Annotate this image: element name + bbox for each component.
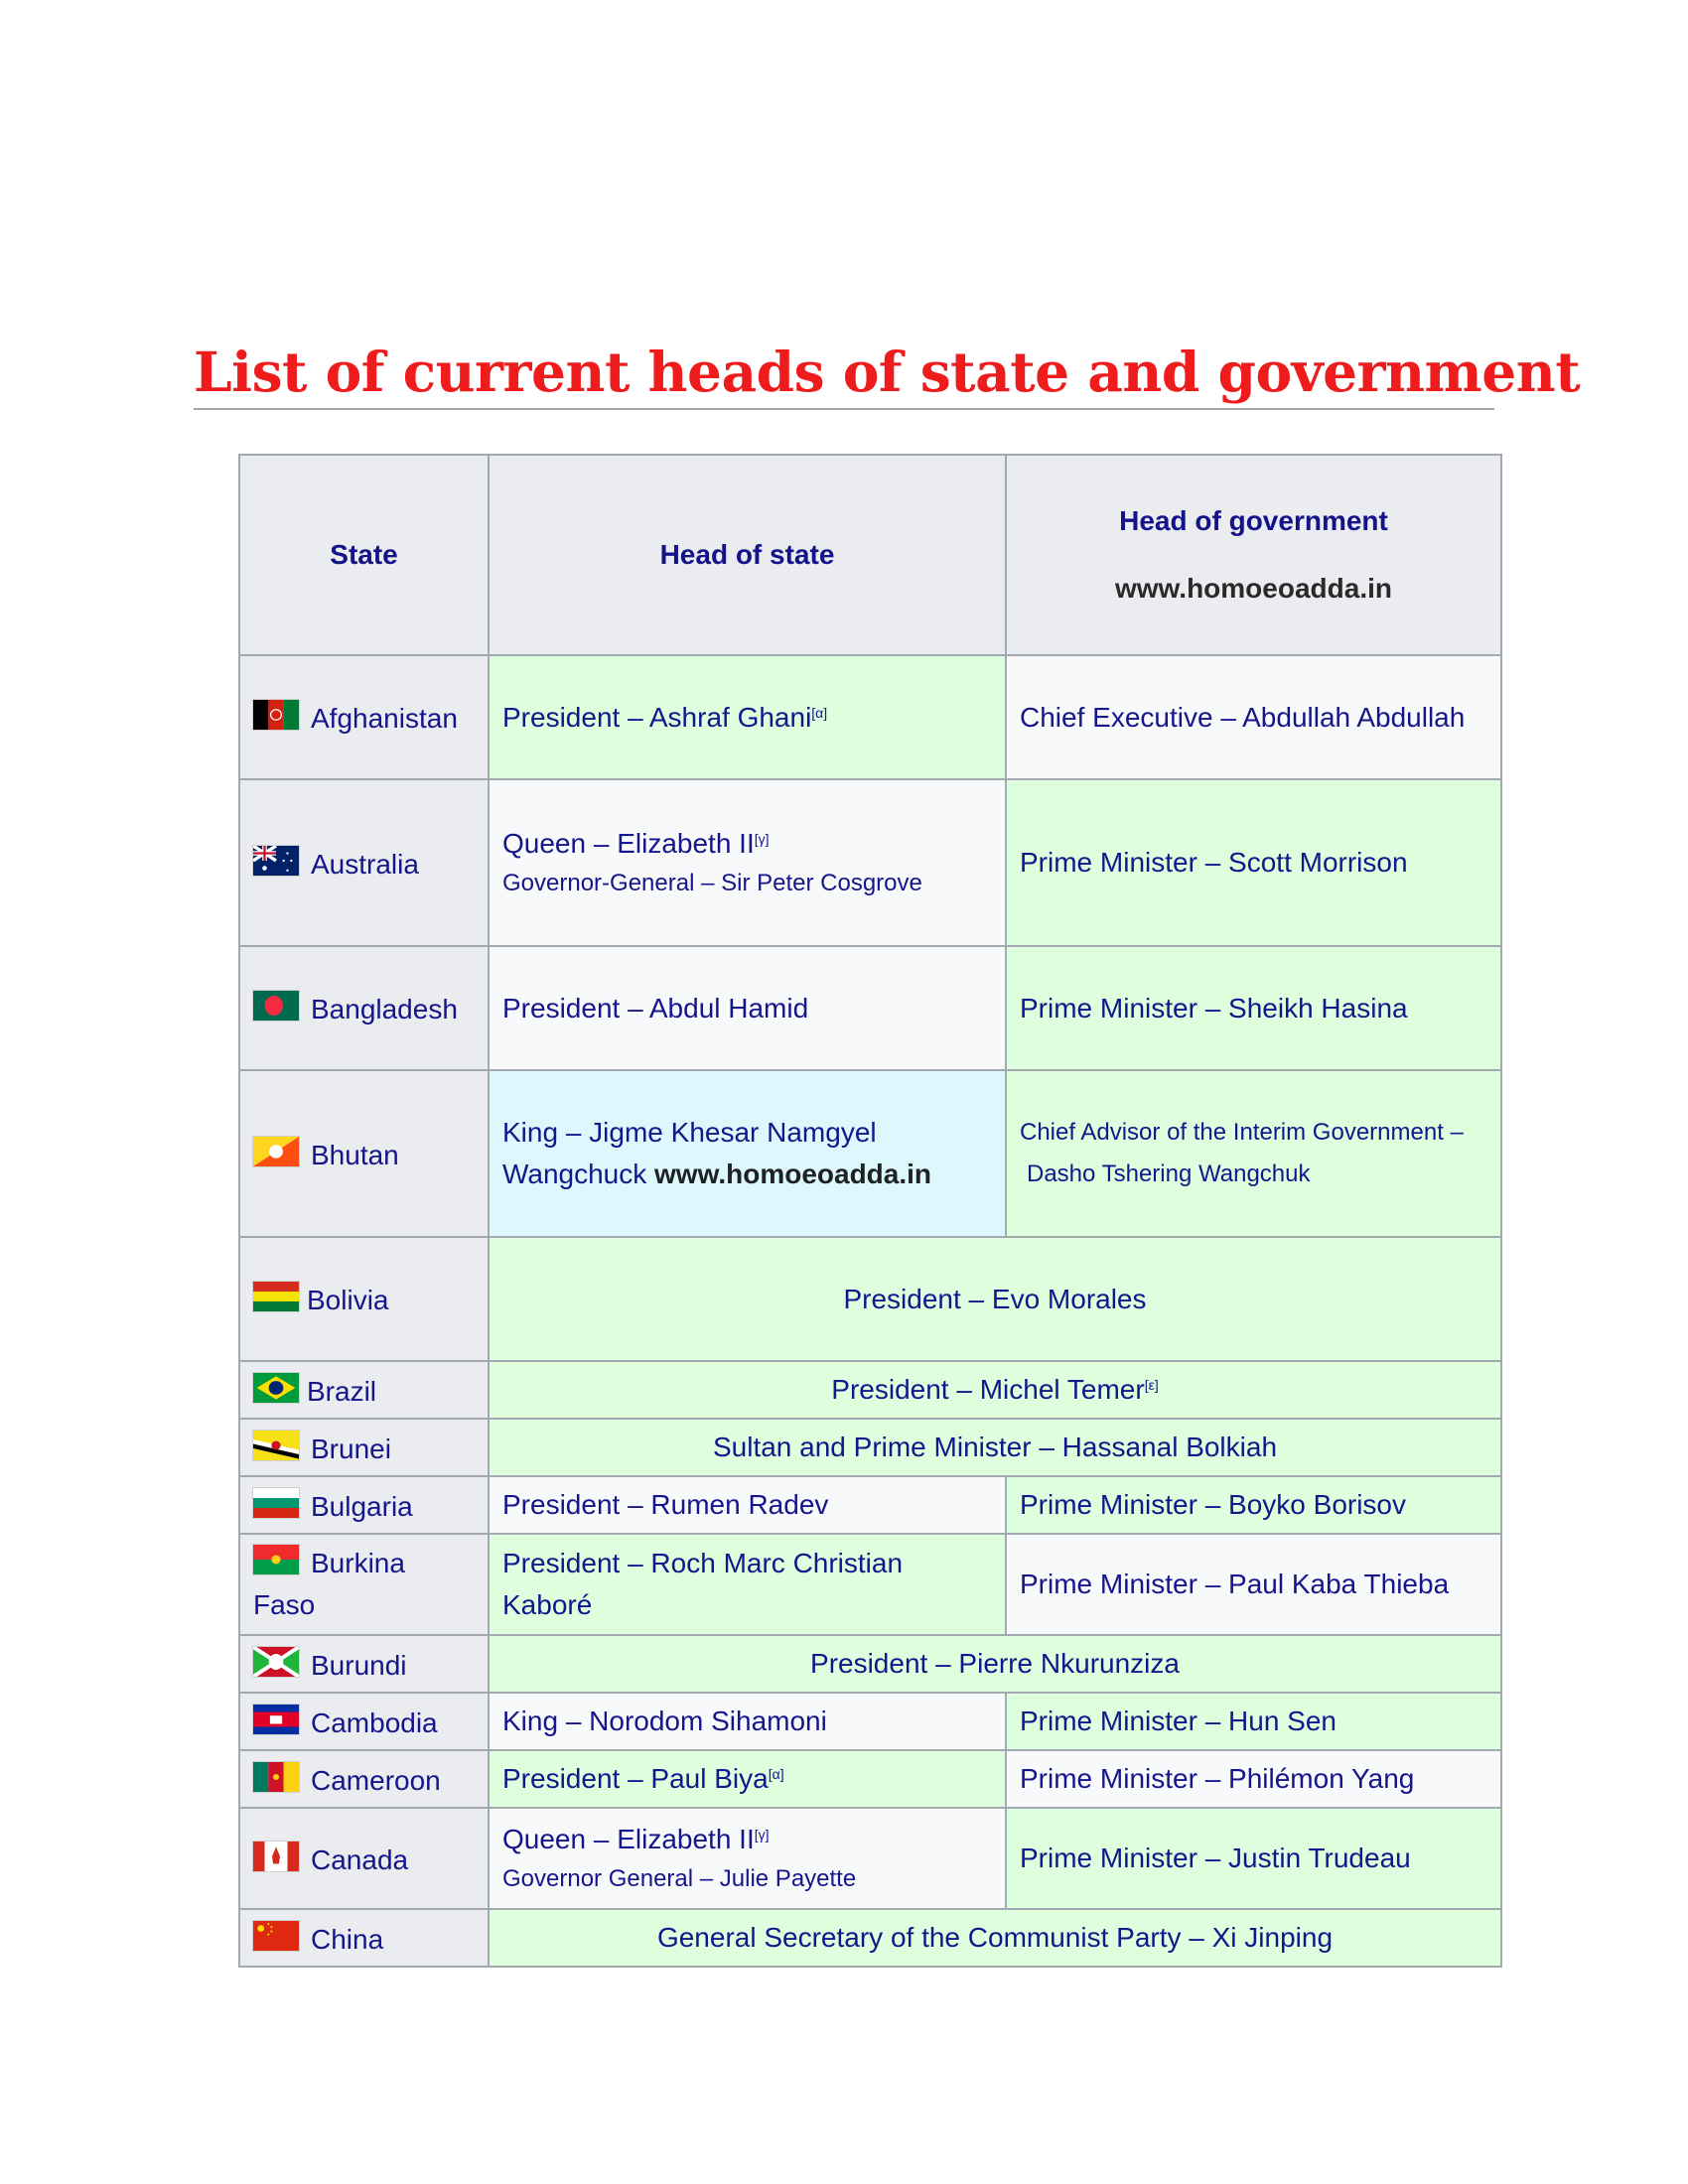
footnote-ref[interactable]: [α] bbox=[811, 704, 828, 721]
head-of-state-text: King – Norodom Sihamoni bbox=[502, 1706, 827, 1736]
flag-bhutan-icon bbox=[253, 1137, 299, 1166]
combined-head-cell[interactable] bbox=[489, 1909, 1501, 1967]
table-row bbox=[239, 1237, 1501, 1361]
head-of-state-cell[interactable] bbox=[489, 1070, 1006, 1237]
head-of-government-text: Prime Minister – Paul Kaba Thieba bbox=[1020, 1569, 1450, 1599]
head-of-government-text: Prime Minister – Scott Morrison bbox=[1020, 847, 1408, 878]
state-name: Burundi bbox=[311, 1649, 407, 1681]
state-cell[interactable] bbox=[239, 1237, 489, 1361]
state-name: Bulgaria bbox=[311, 1490, 413, 1522]
head-of-government-text: Prime Minister – Sheikh Hasina bbox=[1020, 992, 1408, 1024]
head-of-government-cell[interactable] bbox=[1006, 1693, 1501, 1750]
table-row bbox=[239, 1534, 1501, 1635]
flag-bolivia-icon bbox=[253, 1282, 299, 1311]
head-of-government-text: Chief Advisor of the Interim Government – bbox=[1020, 1119, 1464, 1146]
flag-afghanistan-icon bbox=[253, 700, 299, 730]
head-of-government-text: Prime Minister – Boyko Borisov bbox=[1020, 1489, 1407, 1520]
page-title: List of current heads of state and government bbox=[194, 340, 1581, 404]
head-of-government-text: Prime Minister – Justin Trudeau bbox=[1020, 1843, 1411, 1873]
head-of-government-text: Prime Minister – Hun Sen bbox=[1020, 1706, 1337, 1736]
state-cell[interactable] bbox=[239, 1750, 489, 1808]
title-divider bbox=[194, 408, 1494, 410]
head-of-government-cell[interactable] bbox=[1006, 1750, 1501, 1808]
website-text: www.homoeoadda.in bbox=[654, 1159, 932, 1189]
header-state: State bbox=[239, 455, 489, 655]
head-of-state-cell[interactable] bbox=[489, 946, 1006, 1070]
state-cell[interactable] bbox=[239, 779, 489, 946]
header-head-of-government bbox=[1006, 455, 1501, 655]
head-of-state-text: King – Jigme Khesar Namgyel Wangchuck bbox=[502, 1117, 877, 1189]
head-of-government-cell[interactable] bbox=[1006, 1070, 1501, 1237]
state-name: Afghanistan bbox=[311, 703, 458, 734]
state-name: Bangladesh bbox=[311, 994, 458, 1024]
footnote-ref[interactable]: [γ] bbox=[754, 831, 770, 847]
table-row bbox=[239, 1808, 1501, 1909]
state-cell[interactable] bbox=[239, 1419, 489, 1476]
head-of-state-cell[interactable] bbox=[489, 1750, 1006, 1808]
head-of-state-text: President – Rumen Radev bbox=[502, 1489, 829, 1520]
header-head-of-government-label: Head of government bbox=[1119, 505, 1388, 536]
governor-general-text: Governor-General – Sir Peter Cosgrove bbox=[502, 870, 922, 896]
state-name: Canada bbox=[311, 1843, 409, 1875]
head-of-government-text: Prime Minister – Philémon Yang bbox=[1020, 1763, 1415, 1794]
state-name: Australia bbox=[311, 848, 419, 880]
combined-head-text: President – Pierre Nkurunziza bbox=[810, 1648, 1180, 1679]
flag-australia-icon bbox=[253, 846, 299, 876]
heads-table bbox=[238, 454, 1502, 1968]
state-cell[interactable] bbox=[239, 655, 489, 779]
flag-brunei-icon bbox=[253, 1431, 299, 1460]
combined-head-text: President – Michel Temer bbox=[831, 1374, 1145, 1405]
flag-bangladesh-icon bbox=[253, 991, 299, 1021]
header-website: www.homoeoadda.in bbox=[1115, 573, 1392, 604]
state-cell[interactable] bbox=[239, 1909, 489, 1967]
head-of-government-cell[interactable] bbox=[1006, 1808, 1501, 1909]
flag-canada-icon bbox=[253, 1842, 299, 1871]
combined-head-text: President – Evo Morales bbox=[843, 1283, 1147, 1314]
state-cell[interactable] bbox=[239, 1476, 489, 1534]
table-row bbox=[239, 1070, 1501, 1237]
head-of-state-cell[interactable] bbox=[489, 655, 1006, 779]
head-of-government-cell[interactable] bbox=[1006, 1534, 1501, 1635]
table-row bbox=[239, 779, 1501, 946]
footnote-ref[interactable]: [α] bbox=[768, 1766, 784, 1782]
head-of-state-cell[interactable] bbox=[489, 1693, 1006, 1750]
combined-head-text: Sultan and Prime Minister – Hassanal Bolkiah bbox=[712, 1432, 1278, 1462]
flag-burkina-faso-icon bbox=[253, 1545, 299, 1574]
head-of-state-cell[interactable] bbox=[489, 1476, 1006, 1534]
state-name: Burkina bbox=[311, 1548, 405, 1578]
table-row bbox=[239, 1635, 1501, 1693]
state-cell[interactable] bbox=[239, 1635, 489, 1693]
table-row bbox=[239, 1909, 1501, 1967]
footnote-ref[interactable]: [γ] bbox=[754, 1827, 770, 1843]
state-cell[interactable] bbox=[239, 1361, 489, 1419]
state-name: Cameroon bbox=[311, 1764, 441, 1796]
governor-general-text: Governor General – Julie Payette bbox=[502, 1865, 857, 1892]
head-of-government-cell[interactable] bbox=[1006, 1476, 1501, 1534]
table-row bbox=[239, 1419, 1501, 1476]
head-of-state-cell[interactable] bbox=[489, 1534, 1006, 1635]
state-name: China bbox=[311, 1923, 384, 1955]
combined-head-cell[interactable] bbox=[489, 1635, 1501, 1693]
flag-burundi-icon bbox=[253, 1647, 299, 1677]
head-of-government-text: Chief Executive – Abdullah Abdullah bbox=[1020, 701, 1466, 733]
head-of-government-name: Dasho Tshering Wangchuk bbox=[1027, 1160, 1311, 1187]
table-row bbox=[239, 1750, 1501, 1808]
head-of-state-text: President – Abdul Hamid bbox=[502, 992, 809, 1024]
header-head-of-state: Head of state bbox=[489, 455, 1006, 655]
flag-cambodia-icon bbox=[253, 1705, 299, 1734]
state-cell[interactable] bbox=[239, 1808, 489, 1909]
combined-head-cell[interactable] bbox=[489, 1361, 1501, 1419]
head-of-state-cell[interactable] bbox=[489, 1808, 1006, 1909]
table-header-row bbox=[239, 455, 1501, 655]
state-name: Brunei bbox=[311, 1433, 391, 1464]
state-name: Brazil bbox=[307, 1375, 377, 1407]
table-row bbox=[239, 1476, 1501, 1534]
state-name: Bolivia bbox=[307, 1285, 389, 1315]
footnote-ref[interactable]: [ε] bbox=[1144, 1377, 1159, 1393]
head-of-state-text: Queen – Elizabeth II bbox=[502, 828, 755, 859]
table-row bbox=[239, 1693, 1501, 1750]
combined-head-text: General Secretary of the Communist Party – Xi Jinping bbox=[656, 1922, 1334, 1953]
head-of-government-cell[interactable] bbox=[1006, 946, 1501, 1070]
state-name: Bhutan bbox=[311, 1139, 399, 1170]
head-of-state-cell[interactable] bbox=[489, 779, 1006, 946]
head-of-state-text: President – Roch Marc Christian Kaboré bbox=[502, 1548, 904, 1620]
state-cell[interactable] bbox=[239, 1534, 489, 1635]
head-of-state-text: Queen – Elizabeth II bbox=[502, 1824, 755, 1854]
head-of-government-cell[interactable] bbox=[1006, 655, 1501, 779]
head-of-government-cell[interactable] bbox=[1006, 779, 1501, 946]
table-row bbox=[239, 1361, 1501, 1419]
flag-cameroon-icon bbox=[253, 1762, 299, 1792]
combined-head-cell[interactable] bbox=[489, 1419, 1501, 1476]
flag-china-icon bbox=[253, 1921, 299, 1951]
state-name: Cambodia bbox=[311, 1706, 438, 1738]
head-of-state-text: President – Ashraf Ghani bbox=[502, 701, 812, 733]
combined-head-cell[interactable] bbox=[489, 1237, 1501, 1361]
state-name-line2: Faso bbox=[253, 1589, 316, 1620]
state-cell[interactable] bbox=[239, 1070, 489, 1237]
head-of-state-text: President – Paul Biya bbox=[502, 1763, 769, 1794]
table-row bbox=[239, 946, 1501, 1070]
table-row bbox=[239, 655, 1501, 779]
flag-brazil-icon bbox=[253, 1373, 299, 1403]
state-cell[interactable] bbox=[239, 1693, 489, 1750]
state-cell[interactable] bbox=[239, 946, 489, 1070]
flag-bulgaria-icon bbox=[253, 1488, 299, 1518]
